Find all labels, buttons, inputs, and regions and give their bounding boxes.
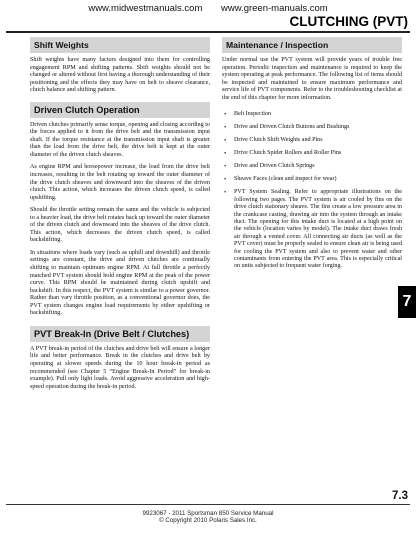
shift-weights-heading: Shift Weights — [30, 37, 210, 53]
break-in-paragraph: A PVT break-in period of the clutches and drive belt will ensure a longer life and better performance. Break in the clutches and drive belt by operating at slower speeds during the 10 hour break-in period as recommended (see Chapter 5 “Engine Break-In Period” for break-in example). Pull only light loads. Avoid aggressive acceleration and high-speed operation during the break-in period. — [30, 345, 210, 390]
source-urls — [0, 3, 416, 14]
maintenance-heading: Maintenance / Inspection — [222, 37, 402, 53]
chapter-title: CLUTCHING (PVT) — [289, 14, 408, 29]
footer-manual-title: 9923067 - 2011 Sportsman 850 Service Manual — [142, 510, 274, 517]
inspection-list — [222, 111, 402, 270]
list-item: • Belt Inspection — [222, 111, 402, 118]
footer-rule — [6, 504, 410, 505]
footer-copyright: © Copyright 2010 Polaris Sales Inc. — [159, 517, 257, 525]
list-item: • Sheave Faces (clean and inspect for wear) — [222, 176, 402, 183]
page-number: 7.3 — [392, 490, 408, 502]
driven-clutch-heading: Driven Clutch Operation — [30, 102, 210, 118]
driven-clutch-paragraph-3: Should the throttle setting remain the same and the vehicle is subjected to a heavier load, the drive belt rotates back up toward the outer diameter of the driven clutch and downward into the sheaves of the drive clutch. This action, which decreases the driven clutch speed, is called backshifting. — [30, 207, 210, 244]
driven-clutch-paragraph-1: Driven clutches primarily sense torque, opening and closing according to the forces applied to it from the drive belt and the transmission input shaft. If the torque resistance at the transmission input shaft is greater than the load from the drive belt, the drive belt is kept at the outer diameter of the driven clutch sheaves. — [30, 121, 210, 158]
driven-clutch-paragraph-2: As engine RPM and horsepower increase, the load from the drive belt increases, resulting in the belt rotating up toward the outer diameter of the drive clutch sheaves and downward into the sheaves of the driven clutch. This action, which increases the driven clutch speed, is called upshifting. — [30, 164, 210, 201]
list-item: • PVT System Sealing. Refer to appropriate illustrations on the following two pages. The PVT system is air cooled by fins on the drive clutch stationary sheave. The fins create a low pressure area in the crankcase casting, drawing air into the system through an intake duct. The opening for this intake duct is located at a high point on the vehicle (location varies by model). The intake duct draws fresh air through a vented cover. All connecting air ducts (as well as the PVT cover) must be properly sealed to ensure clean air is being used for cooling the PVT system and also to prevent water and other contaminants from entering the PVT area. This is especially critical on units subjected to frequent water forging. — [222, 189, 402, 270]
url-left[interactable]: www.midwestmanuals.com — [88, 3, 203, 14]
url-right[interactable]: www.green-manuals.com — [221, 3, 328, 14]
footer — [0, 510, 416, 525]
break-in-heading: PVT Break-In (Drive Belt / Clutches) — [30, 326, 210, 342]
chapter-tab: 7 — [398, 286, 416, 318]
left-column — [30, 37, 210, 396]
list-item: • Drive and Driven Clutch Springs — [222, 163, 402, 170]
driven-clutch-paragraph-4: In situations where loads vary (such as uphill and downhill) and throttle settings are constant, the drive and driven clutches are continually shifting to maintain optimum engine RPM. At full throttle a perfectly matched PVT system should hold engine RPM at the peak of the power curve. This RPM should be maintained during clutch upshift and backshift. In this respect, the PVT system is similar to a power governor. Rather than vary throttle position, as a conventional governor does, the PVT system changes engine load requirements by either upshifting or backshifting. — [30, 249, 210, 317]
list-item: • Drive Clutch Shift Weights and Pins — [222, 137, 402, 144]
shift-weights-paragraph: Shift weights have many factors designed into them for controlling engagement RPM and shifting patterns. Shift weights should not be changed or altered without first having a thorough understanding of their positioning and the effects they may have on belt to sheave clearance, clutch balance and shifting pattern. — [30, 57, 210, 94]
list-item: • Drive Clutch Spider Rollers and Roller Pins — [222, 150, 402, 157]
maintenance-paragraph: Under normal use the PVT system will provide years of trouble free operation. Periodic inspection and maintenance is required to keep the system operating at peak performance. The following list of items should be inspected and maintained to ensure maximum performance and service life of PVT components. Refer to the troubleshooting checklist at the end of this chapter for more information. — [222, 57, 402, 101]
header-rule — [6, 31, 410, 33]
list-item: • Drive and Driven Clutch Buttons and Bushings — [222, 124, 402, 131]
right-column — [222, 37, 402, 276]
